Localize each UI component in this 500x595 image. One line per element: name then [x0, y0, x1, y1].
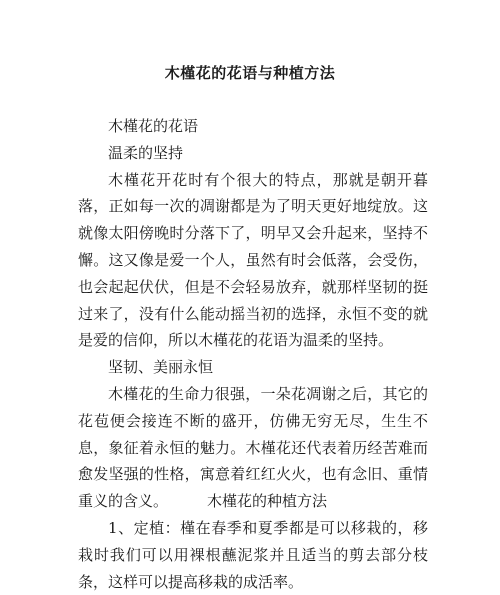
section-heading-planting: 木槿花的种植方法 [207, 492, 328, 511]
meaning-paragraph-tenacity [78, 381, 428, 515]
meaning-paragraph-tenacity-text: 木槿花的生命力很强，一朵花凋谢之后，其它的花苞便会接连不断的盛开，仿佛无穷无尽，生生不息，象征着永恒的魅力。木槿花还代表着历经苦难而愈发坚强的性格，寓意着红红火火，也有念旧、重情重义的含义。 [78, 384, 428, 511]
meaning-heading-gentle-persistence: 温柔的坚持 [108, 143, 184, 162]
section-heading-flower-language: 木槿花的花语 [108, 117, 199, 135]
document-title: 木槿花的花语与种植方法 [164, 64, 336, 82]
meaning-paragraph-gentle-persistence: 木槿花开花时有个很大的特点，那就是朝开暮落，正如每一次的凋谢都是为了明天更好地绽放。这就像太阳傍晚时分落下了，明早又会升起来，坚持不懈。这又像是爱一个人，虽然有时会低落，会受伤，也会起起伏伏，但是不会轻易放弃，就那样坚韧的挺过来了，没有什么能动摇当初的选择，永恒不变的就是爱的信仰，所以木槿花的花语为温柔的坚持。 [78, 170, 428, 350]
meaning-heading-tenacity: 坚韧、美丽永恒 [108, 358, 214, 377]
planting-paragraph: 1、定植：槿在春季和夏季都是可以移栽的，移栽时我们可以用裸根蘸泥浆并且适当的剪去部分枝条，这样可以提高移栽的成活率。 [78, 518, 428, 591]
document-body [78, 113, 428, 595]
